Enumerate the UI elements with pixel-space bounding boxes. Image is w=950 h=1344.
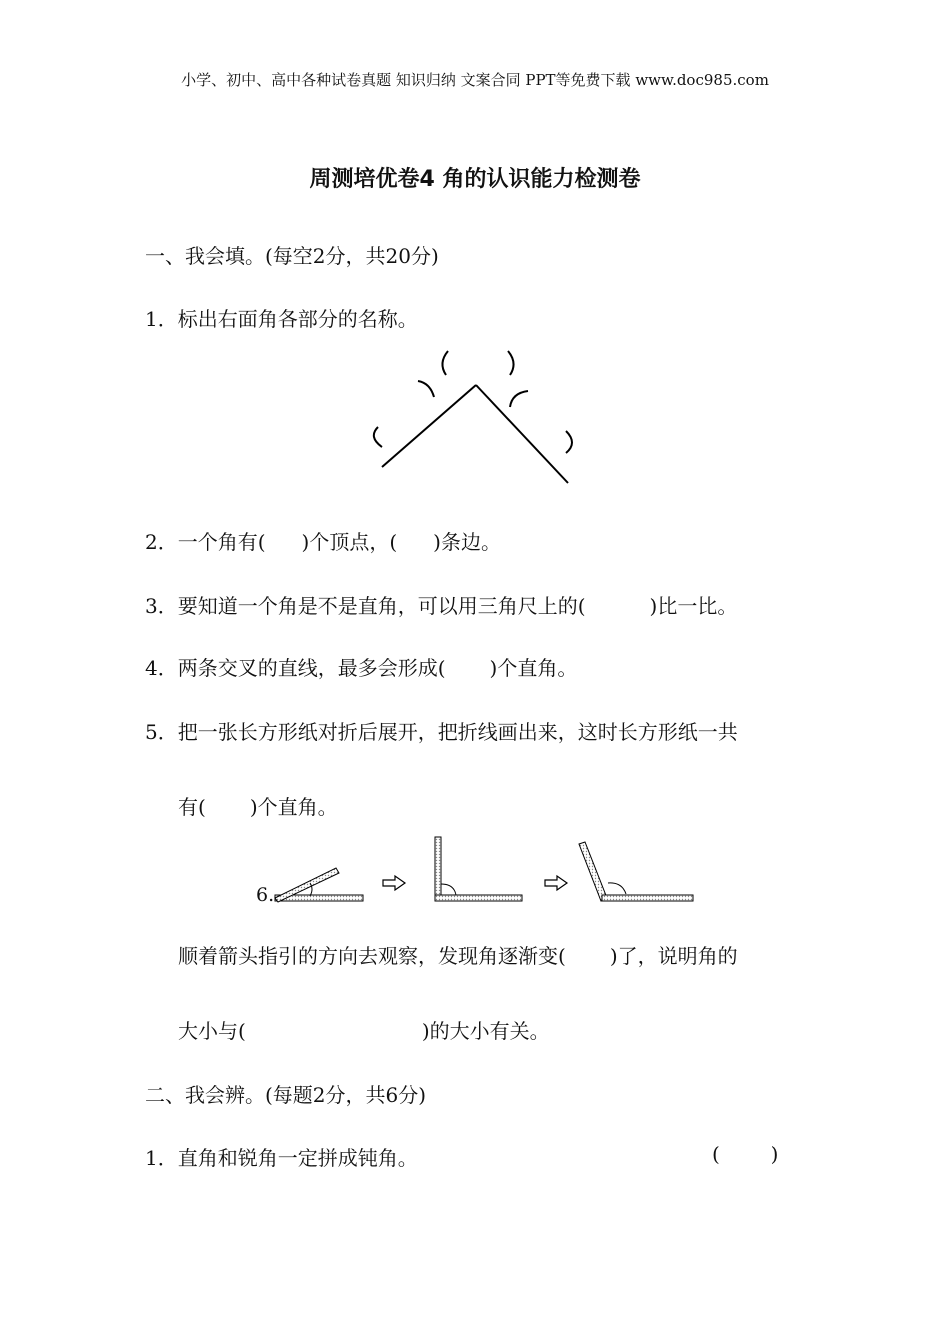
question-number: 1． xyxy=(145,307,178,331)
bracket-lower-left xyxy=(374,427,382,447)
paper-strip-small-angle xyxy=(275,868,363,902)
arrow-right-icon xyxy=(383,876,405,890)
question-3 xyxy=(145,590,737,619)
question-5-line2 xyxy=(178,791,338,820)
question-6-line2 xyxy=(178,1015,550,1044)
paper-strip-obtuse-angle xyxy=(579,842,693,901)
question-number: 3． xyxy=(145,594,178,618)
angle-diagram xyxy=(360,345,590,490)
question-text-a: 一个角有( xyxy=(177,530,266,554)
question-4 xyxy=(145,652,577,681)
question-text-b: )了，说明角的 xyxy=(609,944,738,968)
question-text-a: 要知道一个角是不是直角，可以用三角尺上的( xyxy=(177,594,586,618)
question-text-b: )个直角。 xyxy=(489,656,578,680)
bracket-upper-right-a xyxy=(510,391,528,407)
bracket-vertex-right xyxy=(508,351,514,375)
angle-side-left xyxy=(382,385,476,467)
arrow-right-icon xyxy=(545,876,567,890)
question-text-a: 顺着箭头指引的方向去观察，发现角逐渐变( xyxy=(178,944,566,968)
angle-side-right xyxy=(476,385,568,483)
bracket-vertex-left xyxy=(442,351,448,375)
question-text-a: 两条交叉的直线，最多会形成( xyxy=(177,656,446,680)
bracket-upper-left-a xyxy=(418,381,434,397)
page-title: 周测培优卷4 角的认识能力检测卷 xyxy=(309,167,641,192)
question-text: 标出右面角各部分的名称。 xyxy=(177,307,418,331)
question-1 xyxy=(145,303,418,332)
judge-question-1 xyxy=(145,1142,418,1171)
question-number: 5． xyxy=(145,720,178,744)
section1-heading: 一、我会填。(每空2分，共20分) xyxy=(145,244,439,268)
judge-answer-paren[interactable]: ( ) xyxy=(712,1142,779,1166)
question-number: 2． xyxy=(145,530,178,554)
page-header: 小学、初中、高中各种试卷真题 知识归纳 文案合同 PPT等免费下载 www.doc985.com xyxy=(181,71,769,89)
question-text-b: )个顶点，( xyxy=(301,530,398,554)
question-number: 4． xyxy=(145,656,178,680)
question-number: 1． xyxy=(145,1146,178,1170)
question-text-b: )个直角。 xyxy=(249,795,338,819)
question-text: 把一张长方形纸对折后展开，把折线画出来，这时长方形纸一共 xyxy=(177,720,738,744)
question-text-a: 大小与( xyxy=(178,1019,246,1043)
question-text-a: 有( xyxy=(178,795,206,819)
question-text: 直角和锐角一定拼成钝角。 xyxy=(177,1146,418,1170)
section2-heading: 二、我会辨。(每题2分，共6分) xyxy=(145,1083,427,1107)
question-text-b: )的大小有关。 xyxy=(421,1019,550,1043)
question-6-number: 6. xyxy=(256,884,275,906)
question-text-b: )比一比。 xyxy=(649,594,738,618)
bracket-lower-right xyxy=(566,431,572,453)
angle-change-figure xyxy=(270,832,700,907)
paper-strip-right-angle xyxy=(435,837,522,901)
question-5 xyxy=(145,716,738,745)
question-2 xyxy=(145,526,501,555)
question-6-line1 xyxy=(178,940,738,969)
question-text-c: )条边。 xyxy=(433,530,501,554)
